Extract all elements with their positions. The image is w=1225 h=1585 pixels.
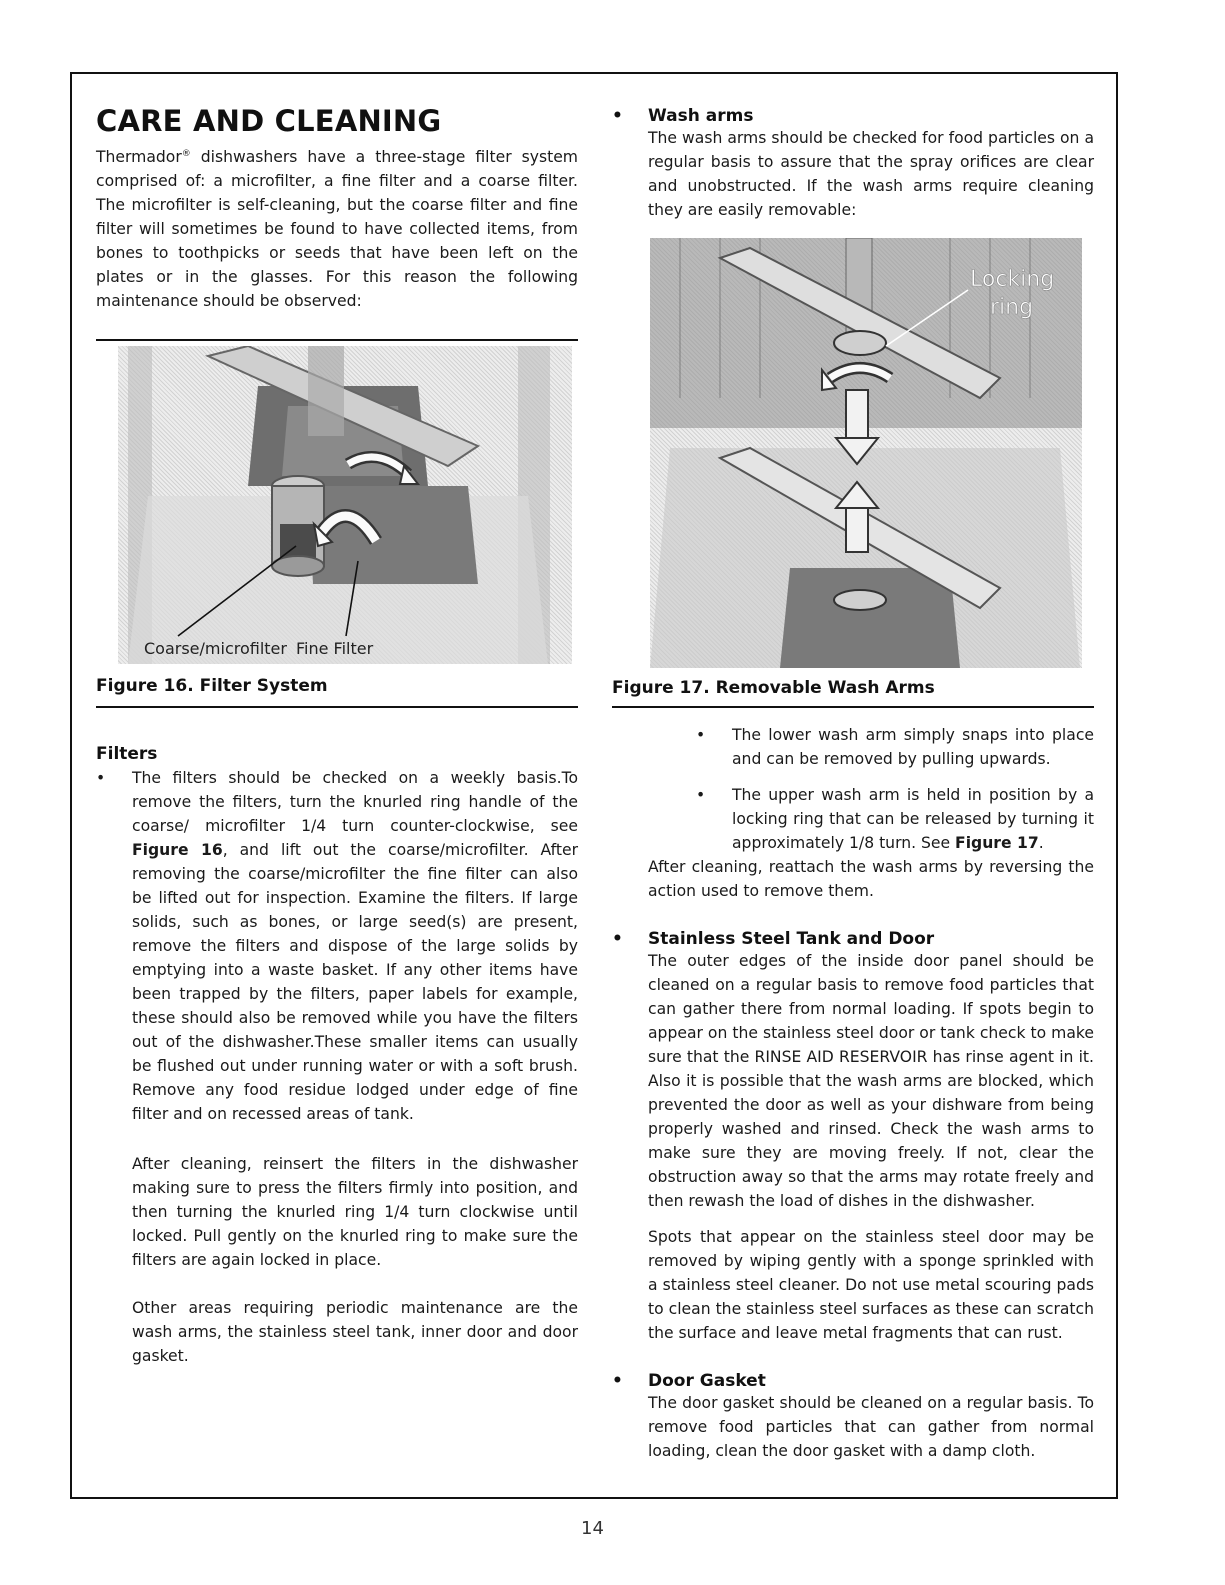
filters-paragraph-2: After cleaning, reinsert the filters in the dishwasher making sure to press the filters firmly into position, and then turning the knurled ring 1/4 turn clockwise until locked. Pull gently on the knurled ring to make sure the filters are again locked in place. [132,1155,578,1269]
bullet-dot: • [96,769,106,787]
intro-paragraph [96,142,578,313]
wash-arms-after: After cleaning, reattach the wash arms by reversing the action used to remove them. [648,858,1094,900]
upper-arm-text-end: . [1038,834,1044,852]
caption-divider-right [612,706,1094,708]
fine-filter-label: Fine Filter [296,639,374,658]
figure-17-reference: Figure 17 [955,834,1039,852]
bullet-dot: • [696,726,706,744]
gasket-heading: Door Gasket [648,1371,766,1391]
page-title: CARE AND CLEANING [96,104,442,138]
wash-arms-body: The wash arms should be checked for food particles on a regular basis to assure that the spray orifices are clear and unobstructed. If the wash arms require cleaning they are easily removable: [648,129,1094,219]
filters-bullet [96,766,578,1126]
wash-arm-sub-list [696,723,1094,855]
filter-system-illustration [118,346,572,664]
sub-item-lower-arm [696,723,1094,771]
wash-arms-section [612,106,1094,222]
stainless-heading-row [612,929,1094,949]
intro-brand: Thermador [96,148,182,167]
registered-mark: ® [181,149,191,159]
right-column-body [612,723,1094,1463]
stainless-heading: Stainless Steel Tank and Door [648,929,935,949]
bullet-dot: • [612,1371,623,1391]
top-divider [96,339,578,341]
left-column-top [96,100,578,313]
bullet-dot: • [612,106,623,126]
wash-arms-illustration [650,238,1082,668]
page-number: 14 [581,1518,604,1539]
filters-section [96,744,578,1368]
wash-arms-heading-row [612,106,1094,126]
bullet-dot: • [696,786,706,804]
figure-16-image [118,346,572,664]
stainless-paragraph-1: The outer edges of the inside door panel should be cleaned on a regular basis to remove food particles that can gather there from normal loading. If spots begin to appear on the stainless steel door or tank check to make sure that the RINSE AID RESERVOIR has rinse agent in it. Also it is possible that the wash arms are blocked, which prevented the door as well as your dishware from being properly washed and rinsed. Check the wash arms to make sure they are moving freely. If not, clear the obstruction away so that the arms may rotate freely and then rewash the load of dishes in the dishwasher. [648,952,1094,1210]
stainless-paragraph-2: Spots that appear on the stainless steel door may be removed by wiping gently with a sponge sprinkled with a stainless steel cleaner. Do not use metal scouring pads to clean the stainless steel surfaces as these can scratch the surface and leave metal fragments that can rust. [648,1228,1094,1342]
filters-heading: Filters [96,744,158,764]
wash-arms-heading: Wash arms [648,106,754,126]
locking-label: Locking [970,267,1055,292]
lower-arm-text: The lower wash arm simply snaps into place and can be removed by pulling upwards. [732,726,1094,768]
filters-paragraph-3: Other areas requiring periodic maintenance are the wash arms, the stainless steel tank, inner door and door gasket. [132,1299,578,1365]
figure-16-caption: Figure 16. Filter System [96,676,328,696]
filters-text-1b: , and lift out the coarse/microfilter. After removing the coarse/microfilter the fine filter can also be lifted out for inspection. Examine the filters. If large solids, such as bones, or large seed(s) are present, remove the filters and dispose of the large solids by emptying into a waste basket. If any other items have been trapped by the filters, paper labels for example, these should also be removed while you have the filters out of the dishwasher.These smaller items can usually be flushed out under running water or with a soft brush. Remove any food residue lodged under edge of fine filter and on recessed areas of tank. [132,841,578,1123]
intro-text: dishwashers have a three-stage filter system comprised of: a microfilter, a fine filter and a coarse filter. The microfilter is self-cleaning, but the coarse filter and fine filter will sometimes be found to have collected items, from bones to toothpicks or seeds that have been left on the plates or in the glasses. For this reason the following maintenance should be observed: [96,148,578,311]
upper-arm-text: The upper wash arm is held in position by a locking ring that can be released by turning it approximately 1/8 turn. See [732,786,1094,852]
filters-text-1a: The filters should be checked on a weekly basis.To remove the filters, turn the knurled ring handle of the coarse/ microfilter 1/4 turn counter-clockwise, see [132,769,578,835]
figure-17-image [650,238,1082,668]
coarse-microfilter-label: Coarse/microfilter [144,639,287,658]
sub-item-upper-arm [696,783,1094,855]
gasket-section [612,1371,1094,1463]
gasket-heading-row [612,1371,1094,1391]
caption-divider-left [96,706,578,708]
stainless-section [612,929,1094,1345]
figure-17-caption: Figure 17. Removable Wash Arms [612,678,935,698]
figure-16-reference: Figure 16 [132,841,223,859]
gasket-body: The door gasket should be cleaned on a regular basis. To remove food particles that can gather from normal loading, clean the door gasket with a damp cloth. [648,1394,1094,1460]
bullet-dot: • [612,929,623,949]
ring-label: ring [990,295,1034,320]
